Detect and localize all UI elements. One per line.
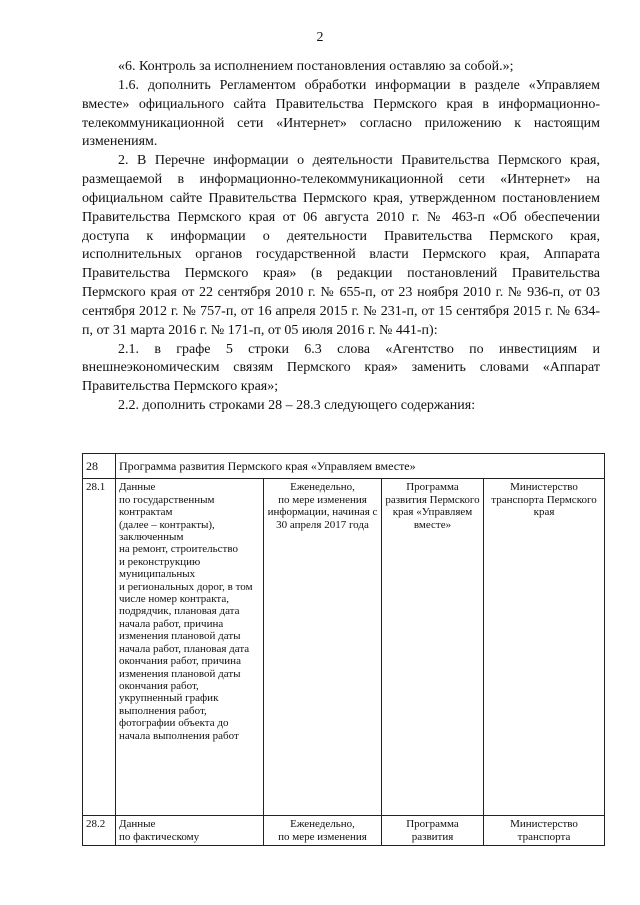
paragraph-2: 2. В Перечне информации о деятельности Правительства Пермского края, размещаемой в информационно-телекоммуникационной сети «Интернет» на официальном сайте Правительства Пермского края, утвержденном постановлением Правительства Пермского края от 06 августа 2010 г. № 463-п «Об обеспечении доступа к информации о деятельности Правительства Пермского края, исполнительных органов государственной власти Пермского края, Аппарата Правительства Пермского края» (в редакции постановлений Правительства Пермского края от 22 сентября 2010 г. № 655-п, от 23 ноября 2010 г. № 936-п, от 03 сентября 2012 г. № 757-п, от 16 апреля 2015 г. № 231-п, от 15 сентября 2015 г. № 634-п, от 31 марта 2016 г. № 171-п, от 05 июля 2016 г. № 441-п): <box>82 153 600 338</box>
table-row <box>83 479 605 816</box>
information-table <box>82 453 605 846</box>
row-number: 28.1 <box>83 479 116 816</box>
row-number: 28 <box>83 454 116 479</box>
table-row <box>83 454 605 479</box>
row-responsible: Министерство транспорта <box>484 816 605 846</box>
paragraph-1-6: 1.6. дополнить Регламентом обработки информации в разделе «Управляем вместе» официального сайта Правительства Пермского края в информационно-телекоммуникационной сети «Интернет» согласно приложению к настоящим изменениям. <box>82 77 600 150</box>
row-period: Еженедельно, по мере изменения <box>264 816 382 846</box>
paragraph-2-2: 2.2. дополнить строками 28 – 28.3 следующего содержания: <box>118 398 476 414</box>
row-description: Данные по государственным контрактам (далее – контракты), заключенным на ремонт, строительство и реконструкцию муниципальных и региональных дорог, в том числе номер контракта, подрядчик, плановая дата начала работ, причина изменения плановой даты начала работ, плановая дата окончания работ, причина изменения плановой даты окончания работ, укрупненный график выполнения работ, фотографии объекта до начала выполнения работ <box>116 479 264 816</box>
row-section: Программа развития Пермского края «Управляем вместе» <box>382 479 484 816</box>
paragraph-control: «6. Контроль за исполнением постановления оставляю за собой.»; <box>118 59 514 74</box>
row-period: Еженедельно, по мере изменения информации, начиная с 30 апреля 2017 года <box>264 479 382 816</box>
table-row <box>83 816 605 846</box>
document-body <box>82 58 600 416</box>
row-section: Программа развития <box>382 816 484 846</box>
paragraph-2-1: 2.1. в графе 5 строки 6.3 слова «Агентство по инвестициям и внешнеэкономическим связям Пермского края» заменить словами «Аппарат Правительства Пермского края»; <box>82 341 600 395</box>
row-number: 28.2 <box>83 816 116 846</box>
row-description: Данные по фактическому <box>116 816 264 846</box>
page-number: 2 <box>316 30 324 45</box>
row-responsible: Министерство транспорта Пермского края <box>484 479 605 816</box>
program-title: Программа развития Пермского края «Управляем вместе» <box>116 454 605 479</box>
